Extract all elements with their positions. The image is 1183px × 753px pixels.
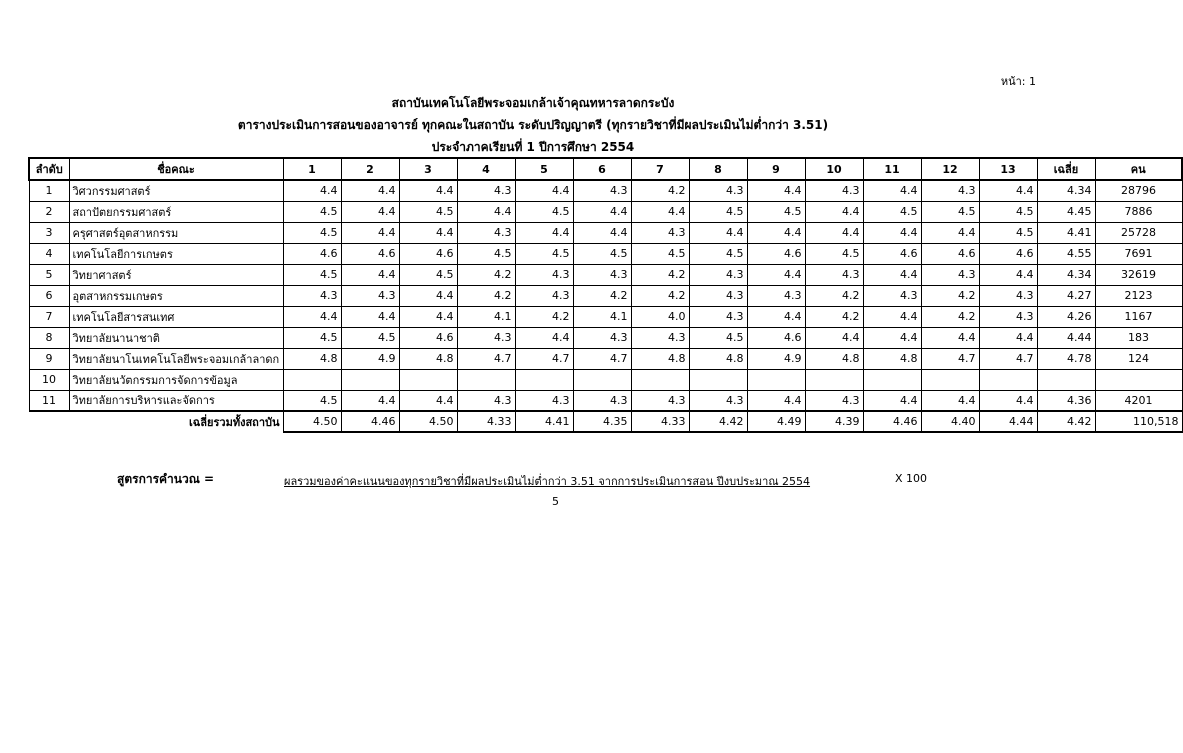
score-cell: 4.4 (747, 180, 805, 201)
column-header: 10 (805, 158, 863, 180)
count-cell (1095, 369, 1182, 390)
score-cell: 4.2 (805, 285, 863, 306)
score-cell (457, 369, 515, 390)
total-score-cell: 4.49 (747, 411, 805, 432)
score-cell: 4.3 (457, 390, 515, 411)
score-cell: 4.7 (921, 348, 979, 369)
score-cell: 4.4 (341, 180, 399, 201)
header-row (29, 158, 1182, 180)
average-cell: 4.34 (1037, 264, 1095, 285)
score-cell: 4.4 (863, 222, 921, 243)
table-row (29, 390, 1182, 411)
score-cell: 4.4 (805, 327, 863, 348)
column-header: 9 (747, 158, 805, 180)
row-index: 9 (29, 348, 69, 369)
score-cell: 4.3 (689, 306, 747, 327)
score-cell: 4.2 (805, 306, 863, 327)
total-score-cell: 4.42 (689, 411, 747, 432)
table-row (29, 306, 1182, 327)
average-cell: 4.34 (1037, 180, 1095, 201)
average-cell: 4.26 (1037, 306, 1095, 327)
score-cell: 4.1 (573, 306, 631, 327)
score-cell: 4.4 (863, 306, 921, 327)
score-cell: 4.5 (457, 243, 515, 264)
table-row (29, 201, 1182, 222)
score-cell: 4.3 (805, 180, 863, 201)
score-cell: 4.4 (399, 180, 457, 201)
score-cell: 4.3 (805, 264, 863, 285)
score-cell: 4.6 (283, 243, 341, 264)
score-cell: 4.3 (515, 264, 573, 285)
score-cell: 4.6 (747, 243, 805, 264)
row-index: 3 (29, 222, 69, 243)
institution-title: สถาบันเทคโนโลยีพระจอมเกล้าเจ้าคุณทหารลาดกระบัง (391, 96, 675, 110)
row-index: 1 (29, 180, 69, 201)
score-cell: 4.4 (341, 201, 399, 222)
score-cell (689, 369, 747, 390)
score-cell: 4.4 (515, 180, 573, 201)
column-header: 11 (863, 158, 921, 180)
score-cell: 4.3 (747, 285, 805, 306)
score-cell: 4.6 (863, 243, 921, 264)
row-index: 11 (29, 390, 69, 411)
score-cell: 4.4 (341, 306, 399, 327)
score-cell: 4.5 (979, 201, 1037, 222)
row-index: 2 (29, 201, 69, 222)
faculty-name: วิทยาศาสตร์ (69, 264, 283, 285)
table-row (29, 285, 1182, 306)
table-row (29, 369, 1182, 390)
average-cell (1037, 369, 1095, 390)
score-cell: 4.5 (921, 201, 979, 222)
score-cell (341, 369, 399, 390)
score-cell: 4.0 (631, 306, 689, 327)
score-cell: 4.4 (573, 222, 631, 243)
score-cell (805, 369, 863, 390)
table-row (29, 222, 1182, 243)
blank-cell (29, 411, 69, 432)
total-score-cell: 4.44 (979, 411, 1037, 432)
formula-denominator: 5 (552, 495, 559, 508)
score-cell: 4.4 (805, 222, 863, 243)
average-cell: 4.44 (1037, 327, 1095, 348)
score-cell: 4.4 (863, 327, 921, 348)
score-cell: 4.3 (573, 327, 631, 348)
score-cell (399, 369, 457, 390)
score-cell: 4.1 (457, 306, 515, 327)
score-cell: 4.7 (457, 348, 515, 369)
score-cell (283, 369, 341, 390)
score-cell: 4.3 (631, 222, 689, 243)
score-cell: 4.4 (515, 327, 573, 348)
score-cell: 4.5 (283, 222, 341, 243)
score-cell: 4.4 (979, 180, 1037, 201)
faculty-name: เทคโนโลยีสารสนเทศ (69, 306, 283, 327)
score-cell (515, 369, 573, 390)
score-cell: 4.5 (283, 264, 341, 285)
evaluation-table (28, 157, 1183, 433)
score-cell: 4.4 (341, 264, 399, 285)
row-index: 7 (29, 306, 69, 327)
table-row (29, 264, 1182, 285)
score-cell: 4.3 (921, 264, 979, 285)
score-cell: 4.4 (399, 285, 457, 306)
score-cell: 4.4 (863, 390, 921, 411)
score-cell: 4.4 (805, 201, 863, 222)
score-cell: 4.2 (631, 285, 689, 306)
count-cell: 25728 (1095, 222, 1182, 243)
score-cell: 4.3 (863, 285, 921, 306)
score-cell: 4.2 (631, 180, 689, 201)
table-body (29, 180, 1182, 432)
column-header: ชื่อคณะ (69, 158, 283, 180)
score-cell: 4.3 (689, 390, 747, 411)
score-cell: 4.3 (515, 390, 573, 411)
total-score-cell: 4.46 (341, 411, 399, 432)
total-score-cell: 4.35 (573, 411, 631, 432)
score-cell: 4.3 (341, 285, 399, 306)
page-number: หน้า: 1 (1000, 75, 1036, 88)
score-cell: 4.5 (283, 390, 341, 411)
average-cell: 4.45 (1037, 201, 1095, 222)
score-cell: 4.8 (631, 348, 689, 369)
count-cell: 4201 (1095, 390, 1182, 411)
score-cell: 4.5 (689, 201, 747, 222)
score-cell: 4.3 (689, 264, 747, 285)
faculty-name: วิทยาลัยนวัตกรรมการจัดการข้อมูล (69, 369, 283, 390)
score-cell: 4.3 (283, 285, 341, 306)
total-row (29, 411, 1182, 432)
score-cell: 4.9 (341, 348, 399, 369)
score-cell: 4.7 (515, 348, 573, 369)
score-cell: 4.8 (805, 348, 863, 369)
score-cell (573, 369, 631, 390)
average-cell: 4.27 (1037, 285, 1095, 306)
column-header: 3 (399, 158, 457, 180)
score-cell: 4.4 (979, 264, 1037, 285)
score-cell: 4.4 (341, 222, 399, 243)
row-index: 4 (29, 243, 69, 264)
formula-numerator: ผลรวมของค่าคะแนนของทุกรายวิชาที่มีผลประเมินไม่ต่ำกว่า 3.51 จากการประเมินการสอน ปีงบประมาณ 2554 (284, 475, 811, 488)
score-cell: 4.4 (979, 390, 1037, 411)
total-label: เฉลี่ยรวมทั้งสถาบัน (69, 411, 283, 432)
score-cell: 4.3 (689, 285, 747, 306)
faculty-name: สถาปัตยกรรมศาสตร์ (69, 201, 283, 222)
score-cell: 4.4 (921, 390, 979, 411)
score-cell: 4.4 (689, 222, 747, 243)
table-row (29, 180, 1182, 201)
total-score-cell: 4.40 (921, 411, 979, 432)
score-cell: 4.7 (573, 348, 631, 369)
score-cell (979, 369, 1037, 390)
row-index: 10 (29, 369, 69, 390)
score-cell: 4.8 (863, 348, 921, 369)
score-cell: 4.3 (573, 390, 631, 411)
score-cell: 4.6 (979, 243, 1037, 264)
formula-label: สูตรการคำนวณ = (117, 472, 215, 486)
score-cell: 4.3 (631, 327, 689, 348)
score-cell: 4.3 (573, 180, 631, 201)
score-cell: 4.5 (979, 222, 1037, 243)
score-cell: 4.9 (747, 348, 805, 369)
score-cell: 4.4 (747, 222, 805, 243)
total-score-cell: 4.33 (631, 411, 689, 432)
column-header: 4 (457, 158, 515, 180)
table-row (29, 243, 1182, 264)
row-index: 5 (29, 264, 69, 285)
count-cell: 32619 (1095, 264, 1182, 285)
score-cell: 4.4 (515, 222, 573, 243)
score-cell: 4.5 (341, 327, 399, 348)
row-index: 8 (29, 327, 69, 348)
total-score-cell: 4.39 (805, 411, 863, 432)
score-cell: 4.2 (457, 264, 515, 285)
column-header: 7 (631, 158, 689, 180)
score-cell: 4.4 (399, 222, 457, 243)
faculty-name: อุตสาหกรรมเกษตร (69, 285, 283, 306)
score-cell: 4.4 (399, 390, 457, 411)
score-cell: 4.7 (979, 348, 1037, 369)
score-cell: 4.3 (573, 264, 631, 285)
faculty-name: วิทยาลัยนาโนเทคโนโลยีพระจอมเกล้าลาดก (69, 348, 283, 369)
score-cell: 4.5 (283, 327, 341, 348)
score-cell: 4.5 (863, 201, 921, 222)
score-cell: 4.6 (747, 327, 805, 348)
score-cell: 4.4 (399, 306, 457, 327)
score-cell (631, 369, 689, 390)
score-cell: 4.4 (921, 222, 979, 243)
column-header: 2 (341, 158, 399, 180)
score-cell (747, 369, 805, 390)
score-cell: 4.5 (515, 201, 573, 222)
total-score-cell: 4.41 (515, 411, 573, 432)
score-cell: 4.4 (863, 264, 921, 285)
column-header: เฉลี่ย (1037, 158, 1095, 180)
score-cell: 4.4 (341, 390, 399, 411)
column-header: ลำดับ (29, 158, 69, 180)
score-cell: 4.4 (631, 201, 689, 222)
score-cell: 4.4 (747, 390, 805, 411)
score-cell: 4.3 (457, 180, 515, 201)
score-cell: 4.6 (341, 243, 399, 264)
column-header: 5 (515, 158, 573, 180)
count-cell: 2123 (1095, 285, 1182, 306)
score-cell: 4.2 (631, 264, 689, 285)
score-cell: 4.5 (283, 201, 341, 222)
score-cell: 4.3 (979, 285, 1037, 306)
score-cell: 4.5 (689, 327, 747, 348)
score-cell: 4.5 (573, 243, 631, 264)
score-cell: 4.4 (573, 201, 631, 222)
score-cell (921, 369, 979, 390)
score-cell: 4.2 (457, 285, 515, 306)
faculty-name: เทคโนโลยีการเกษตร (69, 243, 283, 264)
faculty-name: วิทยาลัยการบริหารและจัดการ (69, 390, 283, 411)
row-index: 6 (29, 285, 69, 306)
faculty-name: วิศวกรรมศาสตร์ (69, 180, 283, 201)
score-cell: 4.3 (457, 327, 515, 348)
average-cell: 4.41 (1037, 222, 1095, 243)
count-cell: 7691 (1095, 243, 1182, 264)
faculty-name: ครุศาสตร์อุตสาหกรรม (69, 222, 283, 243)
score-cell: 4.4 (979, 327, 1037, 348)
column-header: 12 (921, 158, 979, 180)
score-cell: 4.4 (747, 264, 805, 285)
total-average-cell: 4.42 (1037, 411, 1095, 432)
faculty-name: วิทยาลัยนานาชาติ (69, 327, 283, 348)
column-header: คน (1095, 158, 1182, 180)
score-cell: 4.6 (399, 327, 457, 348)
score-cell: 4.6 (399, 243, 457, 264)
score-cell: 4.5 (631, 243, 689, 264)
score-cell: 4.4 (747, 306, 805, 327)
score-cell: 4.6 (921, 243, 979, 264)
score-cell: 4.3 (921, 180, 979, 201)
count-cell: 124 (1095, 348, 1182, 369)
score-cell: 4.5 (747, 201, 805, 222)
formula-multiplier: X 100 (895, 472, 928, 485)
score-cell: 4.5 (515, 243, 573, 264)
column-header: 1 (283, 158, 341, 180)
column-header: 13 (979, 158, 1037, 180)
score-cell: 4.4 (457, 201, 515, 222)
score-cell: 4.4 (921, 327, 979, 348)
score-cell (863, 369, 921, 390)
score-cell: 4.4 (283, 180, 341, 201)
average-cell: 4.78 (1037, 348, 1095, 369)
score-cell: 4.2 (921, 285, 979, 306)
score-cell: 4.4 (283, 306, 341, 327)
score-cell: 4.3 (457, 222, 515, 243)
table-row (29, 348, 1182, 369)
count-cell: 1167 (1095, 306, 1182, 327)
score-cell: 4.3 (515, 285, 573, 306)
average-cell: 4.55 (1037, 243, 1095, 264)
score-cell: 4.3 (631, 390, 689, 411)
score-cell: 4.8 (399, 348, 457, 369)
score-cell: 4.2 (921, 306, 979, 327)
score-cell: 4.3 (805, 390, 863, 411)
total-score-cell: 4.50 (399, 411, 457, 432)
table-row (29, 327, 1182, 348)
count-cell: 183 (1095, 327, 1182, 348)
score-cell: 4.3 (689, 180, 747, 201)
total-score-cell: 4.50 (283, 411, 341, 432)
score-cell: 4.5 (689, 243, 747, 264)
average-cell: 4.36 (1037, 390, 1095, 411)
score-cell: 4.2 (573, 285, 631, 306)
score-cell: 4.2 (515, 306, 573, 327)
report-title: ตารางประเมินการสอนของอาจารย์ ทุกคณะในสถาบัน ระดับปริญญาตรี (ทุกรายวิชาที่มีผลประเมินไม่ต่ำกว่า 3.51) (237, 118, 829, 132)
score-cell: 4.5 (399, 201, 457, 222)
total-score-cell: 4.46 (863, 411, 921, 432)
count-cell: 28796 (1095, 180, 1182, 201)
total-score-cell: 4.33 (457, 411, 515, 432)
column-header: 6 (573, 158, 631, 180)
score-cell: 4.8 (283, 348, 341, 369)
score-cell: 4.4 (863, 180, 921, 201)
column-header: 8 (689, 158, 747, 180)
semester-title: ประจำภาคเรียนที่ 1 ปีการศึกษา 2554 (431, 140, 635, 154)
count-cell: 7886 (1095, 201, 1182, 222)
total-count-cell: 110,518 (1095, 411, 1182, 432)
score-cell: 4.3 (979, 306, 1037, 327)
score-cell: 4.8 (689, 348, 747, 369)
score-cell: 4.5 (805, 243, 863, 264)
score-cell: 4.5 (399, 264, 457, 285)
